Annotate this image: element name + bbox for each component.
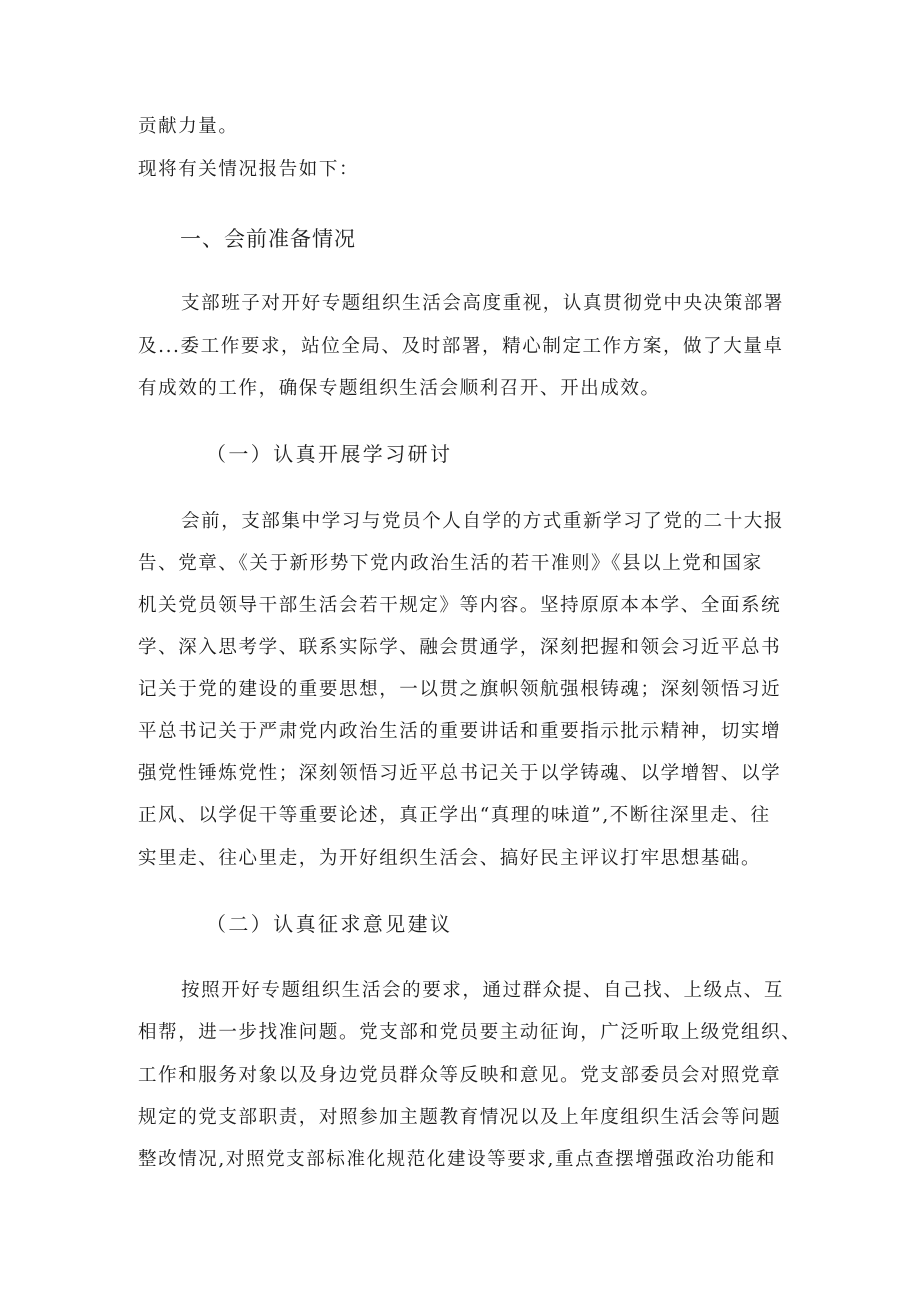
paragraph-line: 工作和服务对象以及身边党员群众等反映和意见。党支部委员会对照党章: [138, 1065, 782, 1086]
paragraph-line: 会前，支部集中学习与党员个人自学的方式重新学习了党的二十大报: [181, 511, 785, 532]
section-heading-1: 一、会前准备情况: [180, 227, 356, 251]
paragraph-line: 有成效的工作，确保专题组织生活会顺利召开、开出成效。: [138, 378, 661, 399]
paragraph-line: 正风、以学促干等重要论述，真正学出“真理的味道”,不断往深里走、往: [138, 805, 771, 826]
paragraph-line: 及...委工作要求，站位全局、及时部署，精心制定工作方案，做了大量卓: [138, 336, 784, 357]
paragraph-line: 支部班子对开好专题组织生活会高度重视，认真贯彻党中央决策部署: [181, 293, 785, 314]
intro-line-1: 贡献力量。: [138, 116, 239, 137]
paragraph-line: 学、深入思考学、联系实际学、融会贯通学，深刻把握和领会习近平总书: [138, 637, 782, 658]
intro-line-2: 现将有关情况报告如下：: [138, 159, 360, 180]
paragraph-line: 相帮，进一步找准问题。党支部和党员要主动征询，广泛听取上级党组织、: [138, 1022, 802, 1043]
paragraph-line: 记关于党的建设的重要思想，一以贯之旗帜领航强根铸魂；深刻领悟习近: [138, 679, 782, 700]
paragraph-line: 规定的党支部职责，对照参加主题教育情况以及上年度组织生活会等问题: [138, 1107, 782, 1128]
subsection-heading-1: （一）认真开展学习研讨: [206, 442, 453, 466]
paragraph-line: 强党性锤炼党性；深刻领悟习近平总书记关于以学铸魂、以学增智、以学: [138, 763, 782, 784]
paragraph-line: 整改情况,对照党支部标准化规范化建设等要求,重点查摆增强政治功能和: [138, 1149, 777, 1170]
paragraph-line: 按照开好专题组织生活会的要求，通过群众提、自己找、上级点、互: [181, 980, 785, 1001]
paragraph-line: 告、党章、《关于新形势下党内政治生活的若干准则》《县以上党和国家: [138, 553, 763, 574]
subsection-heading-2: （二）认真征求意见建议: [206, 912, 453, 936]
paragraph-line: 实里走、往心里走，为开好组织生活会、搞好民主评议打牢思想基础。: [138, 848, 762, 869]
paragraph-line: 平总书记关于严肃党内政治生活的重要讲话和重要指示批示精神，切实增: [138, 721, 782, 742]
paragraph-line: 机关党员领导干部生活会若干规定》等内容。坚持原原本本学、全面系统: [138, 595, 782, 616]
